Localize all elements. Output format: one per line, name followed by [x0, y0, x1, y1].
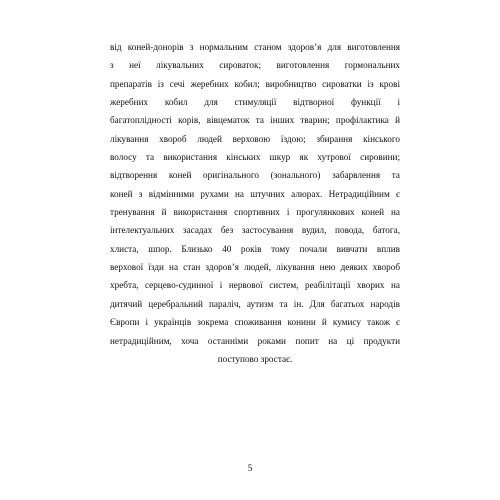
- text-line: коней з відмінними рухами на штучних алюрах. Нетрадиційним є: [110, 188, 400, 199]
- text-line-last: поступово зростає.: [217, 353, 293, 364]
- text-line: Європи і українців зокрема споживання конини й кумису також є: [110, 317, 400, 328]
- text-line: інтелектуальних засадах без застосування вудил, повода, батога,: [110, 225, 400, 236]
- text-line: препаратів із сечі жеребних кобил; виробництво сироватки із крові: [110, 78, 400, 89]
- text-line: від коней-донорів з нормальним станом здоров’я для виготовлення: [110, 42, 400, 52]
- text-line: жеребних кобил для стимуляції відтворної функції і: [110, 97, 400, 108]
- text-line: лікування хвороб людей верховою їздою; збирання кінського: [110, 133, 400, 144]
- text-line: з неї лікувальних сироваток; виготовлення гормональних: [110, 60, 400, 71]
- body-paragraph: [110, 38, 400, 368]
- text-line: волосу та використання кінських шкур як хутрової сировини;: [110, 152, 400, 163]
- text-line: відтворення коней оригінального (зонального) забарвлення та: [110, 170, 400, 181]
- text-line: хлиста, шпор. Близько 40 років тому почали вивчати вплив: [110, 243, 400, 254]
- text-line: тренування й використання спортивних і прогулянкових коней на: [110, 207, 400, 218]
- page-number: 5: [247, 463, 253, 473]
- text-line: дитячий церебральний параліч, аутизм та ін. Для багатьох народів: [110, 298, 400, 309]
- text-line: нетрадиційним, хоча останніми роками попит на ці продукти: [110, 335, 400, 346]
- text-line: верхової їзди на стан здоров’я людей, лікування нею деяких хвороб: [110, 262, 400, 273]
- text-line: багатоплідності корів, вівцематок та інших тварин; профілактика й: [110, 115, 400, 126]
- text-line: хребта, серцево-судинної і нервової систем, реабілітації хворих на: [110, 280, 400, 291]
